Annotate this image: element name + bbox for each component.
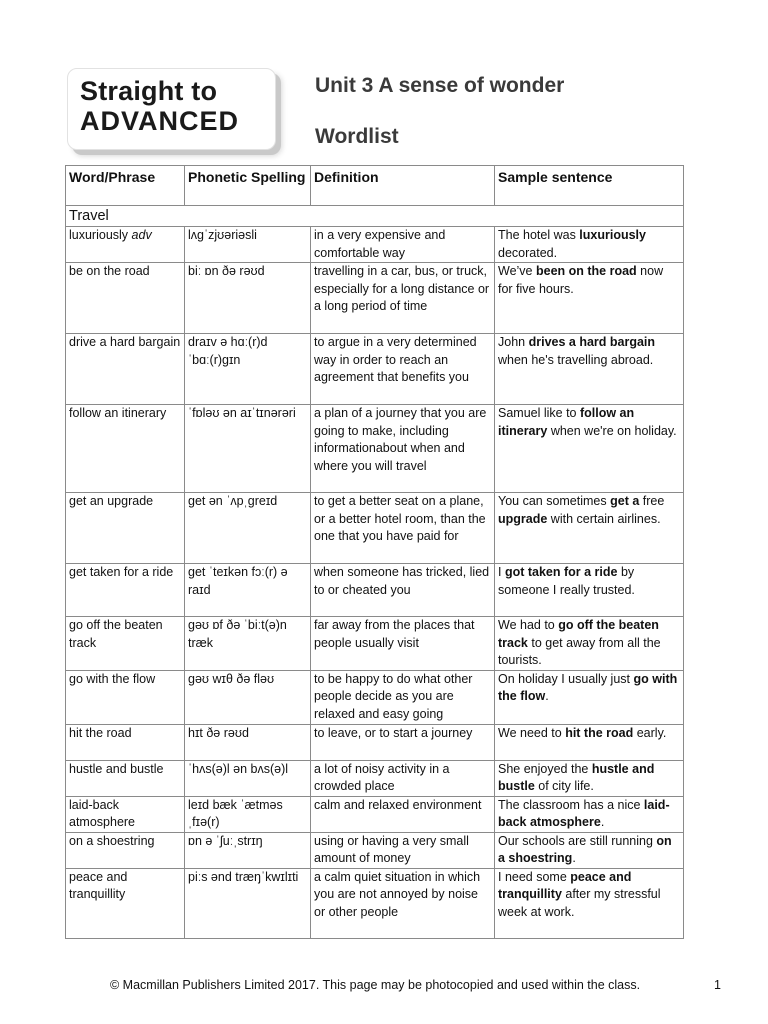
word-text: peace and tranquillity [69,869,128,901]
sample-phrase: get a [610,494,640,508]
word-cell [66,334,185,405]
word-text: get taken for a ride [69,565,174,579]
word-cell [66,617,185,671]
table-row [66,796,684,832]
sample-cell [495,724,684,760]
word-text: go with the flow [69,671,156,686]
definition-cell: far away from the places that people usually visit [311,617,495,671]
sample-cell [495,868,684,938]
phonetic-cell: ɡəʊ wɪθ ðə fləʊ [185,670,311,724]
straight-to-advanced-logo [67,68,276,150]
phonetic-cell: piːs ənd træŋˈkwɪlɪti [185,868,311,938]
sample-phrase: peace and tranquillity [498,869,632,901]
sample-phrase: drives a hard bargain [528,335,656,349]
phonetic-cell: ɒn ə ˈʃuːˌstrɪŋ [185,832,311,868]
word-text: luxuriously [69,228,129,242]
word-cell [66,868,185,938]
header-sample: Sample sentence [495,166,684,206]
sample-text: to get away from all the tourists. [498,635,661,667]
word-cell [66,564,185,617]
sample-text: On holiday I usually just [498,671,634,686]
sample-text: early. [633,725,667,740]
sample-cell [495,760,684,796]
word-cell [66,227,185,263]
definition-cell: travelling in a car, bus, or truck, especially for a long distance or a long period of time [311,263,495,334]
header-definition: Definition [311,166,495,206]
word-text: on a shoestring [69,833,155,848]
sample-text: . [545,689,549,703]
table-row [66,832,684,868]
word-cell [66,670,185,724]
logo-line-1: Straight to [80,76,218,106]
table-row [66,868,684,938]
definition-cell: a calm quiet situation in which you are not annoyed by noise or other people [311,868,495,938]
definition-cell: to leave, or to start a journey [311,724,495,760]
word-cell [66,493,185,564]
sample-phrase: luxuriously [579,228,646,242]
sample-text: I need some [498,869,571,884]
table-row [66,263,684,334]
sample-text: I [498,565,505,579]
table-row [66,564,684,617]
sample-cell [495,832,684,868]
phonetic-cell: lʌɡˈzjʊəriəsli [185,227,311,263]
word-text: follow an itinerary [69,406,167,420]
sample-cell [495,493,684,564]
header-phonetic: Phonetic Spelling [185,166,311,206]
sample-text: free [639,494,665,508]
word-text: laid-back atmosphere [69,797,136,829]
sample-cell [495,617,684,671]
sample-cell [495,564,684,617]
table-row [66,760,684,796]
sample-phrase: go with the flow [498,671,678,703]
sample-phrase: hit the road [565,725,634,740]
definition-cell: in a very expensive and comfortable way [311,227,495,263]
sample-text: John [498,335,529,349]
table-row [66,617,684,671]
section-travel: Travel [66,206,684,227]
sample-phrase: upgrade [498,511,548,526]
word-text: drive a hard bargain [69,335,181,349]
definition-cell: using or having a very small amount of money [311,832,495,868]
phonetic-cell: ɡəʊ ɒf ðə ˈbiːt(ə)n træk [185,617,311,671]
sample-cell [495,796,684,832]
sample-text: after my stressful week at work. [498,887,661,919]
sample-text: Our schools are still running [498,833,657,848]
word-cell [66,724,185,760]
definition-cell: calm and relaxed environment [311,796,495,832]
sample-phrase: follow an itinerary [498,406,635,438]
word-cell [66,796,185,832]
sample-text: She enjoyed the [498,761,592,776]
sample-text: Samuel like to [498,406,580,420]
table-row [66,724,684,760]
word-text: go off the beaten track [69,618,163,650]
word-cell [66,832,185,868]
sample-cell [495,405,684,493]
table-row [66,493,684,564]
sample-text: We had to [498,618,559,632]
phonetic-cell: leɪd bæk ˈætməsˌfɪə(r) [185,796,311,832]
wordlist-title: Wordlist [315,125,399,148]
sample-text: when he's travelling abroad. [498,352,654,367]
sample-phrase: laid-back atmosphere [498,797,670,829]
table-row [66,405,684,493]
definition-cell: to be happy to do what other people decide as you are relaxed and easy going [311,670,495,724]
sample-text: We need to [498,725,566,740]
word-text: get an upgrade [69,494,154,508]
sample-cell [495,227,684,263]
sample-phrase: hustle and bustle [498,761,655,793]
sample-cell [495,263,684,334]
sample-text: The classroom has a nice [498,797,644,812]
table-row [66,227,684,263]
sample-phrase: got taken for a ride [504,565,618,579]
word-text: be on the road [69,264,150,278]
sample-phrase: go off the beaten track [498,618,659,650]
word-cell [66,405,185,493]
sample-phrase: on a shoestring [498,833,672,865]
word-text: hit the road [69,725,132,740]
sample-phrase: been on the road [535,264,637,278]
sample-text: with certain airlines. [547,511,661,526]
table-header-row [66,166,684,206]
word-cell [66,263,185,334]
wordlist-table [65,165,684,939]
phonetic-cell: ɡet ən ˈʌpˌɡreɪd [185,493,311,564]
sample-text: of city life. [534,779,594,793]
sample-cell [495,670,684,724]
sample-cell [495,334,684,405]
sample-text: We’ve [498,264,536,278]
word-cell [66,760,185,796]
page-number: 1 [714,978,721,992]
word-text: hustle and bustle [69,761,164,776]
sample-text: You can sometimes [498,494,611,508]
definition-cell: a plan of a journey that you are going to make, including informationabout when and where you will travel [311,405,495,493]
word-class: adv [131,228,152,242]
definition-cell: to get a better seat on a plane, or a better hotel room, than the one that you have paid for [311,493,495,564]
definition-cell: to argue in a very determined way in order to reach an agreement that benefits you [311,334,495,405]
unit-title: Unit 3 A sense of wonder [315,74,565,97]
sample-text: when we're on holiday. [547,423,677,438]
table-row [66,334,684,405]
definition-cell: a lot of noisy activity in a crowded place [311,760,495,796]
phonetic-cell: ˈhʌs(ə)l ən bʌs(ə)l [185,760,311,796]
header-word: Word/Phrase [66,166,185,206]
sample-text: decorated. [498,245,558,260]
copyright-footer: © Macmillan Publishers Limited 2017. This page may be photocopied and used within the class. [110,978,641,992]
phonetic-cell: hɪt ðə rəʊd [185,724,311,760]
phonetic-cell: biː ɒn ðə rəʊd [185,263,311,334]
sample-text: The hotel was [498,228,580,242]
section-row [66,206,684,227]
definition-cell: when someone has tricked, lied to or cheated you [311,564,495,617]
sample-text: . [600,815,605,829]
phonetic-cell: draɪv ə hɑː(r)d ˈbɑː(r)ɡɪn [185,334,311,405]
logo-line-2: ADVANCED [80,106,240,136]
phonetic-cell: ɡet ˈteɪkən fɔː(r) ə raɪd [185,564,311,617]
sample-text: . [572,851,576,865]
table-row [66,670,684,724]
phonetic-cell: ˈfɒləʊ ən aɪˈtɪnərəri [185,405,311,493]
sample-text: now for five hours. [498,264,664,296]
sample-text: by someone I really trusted. [498,565,635,597]
